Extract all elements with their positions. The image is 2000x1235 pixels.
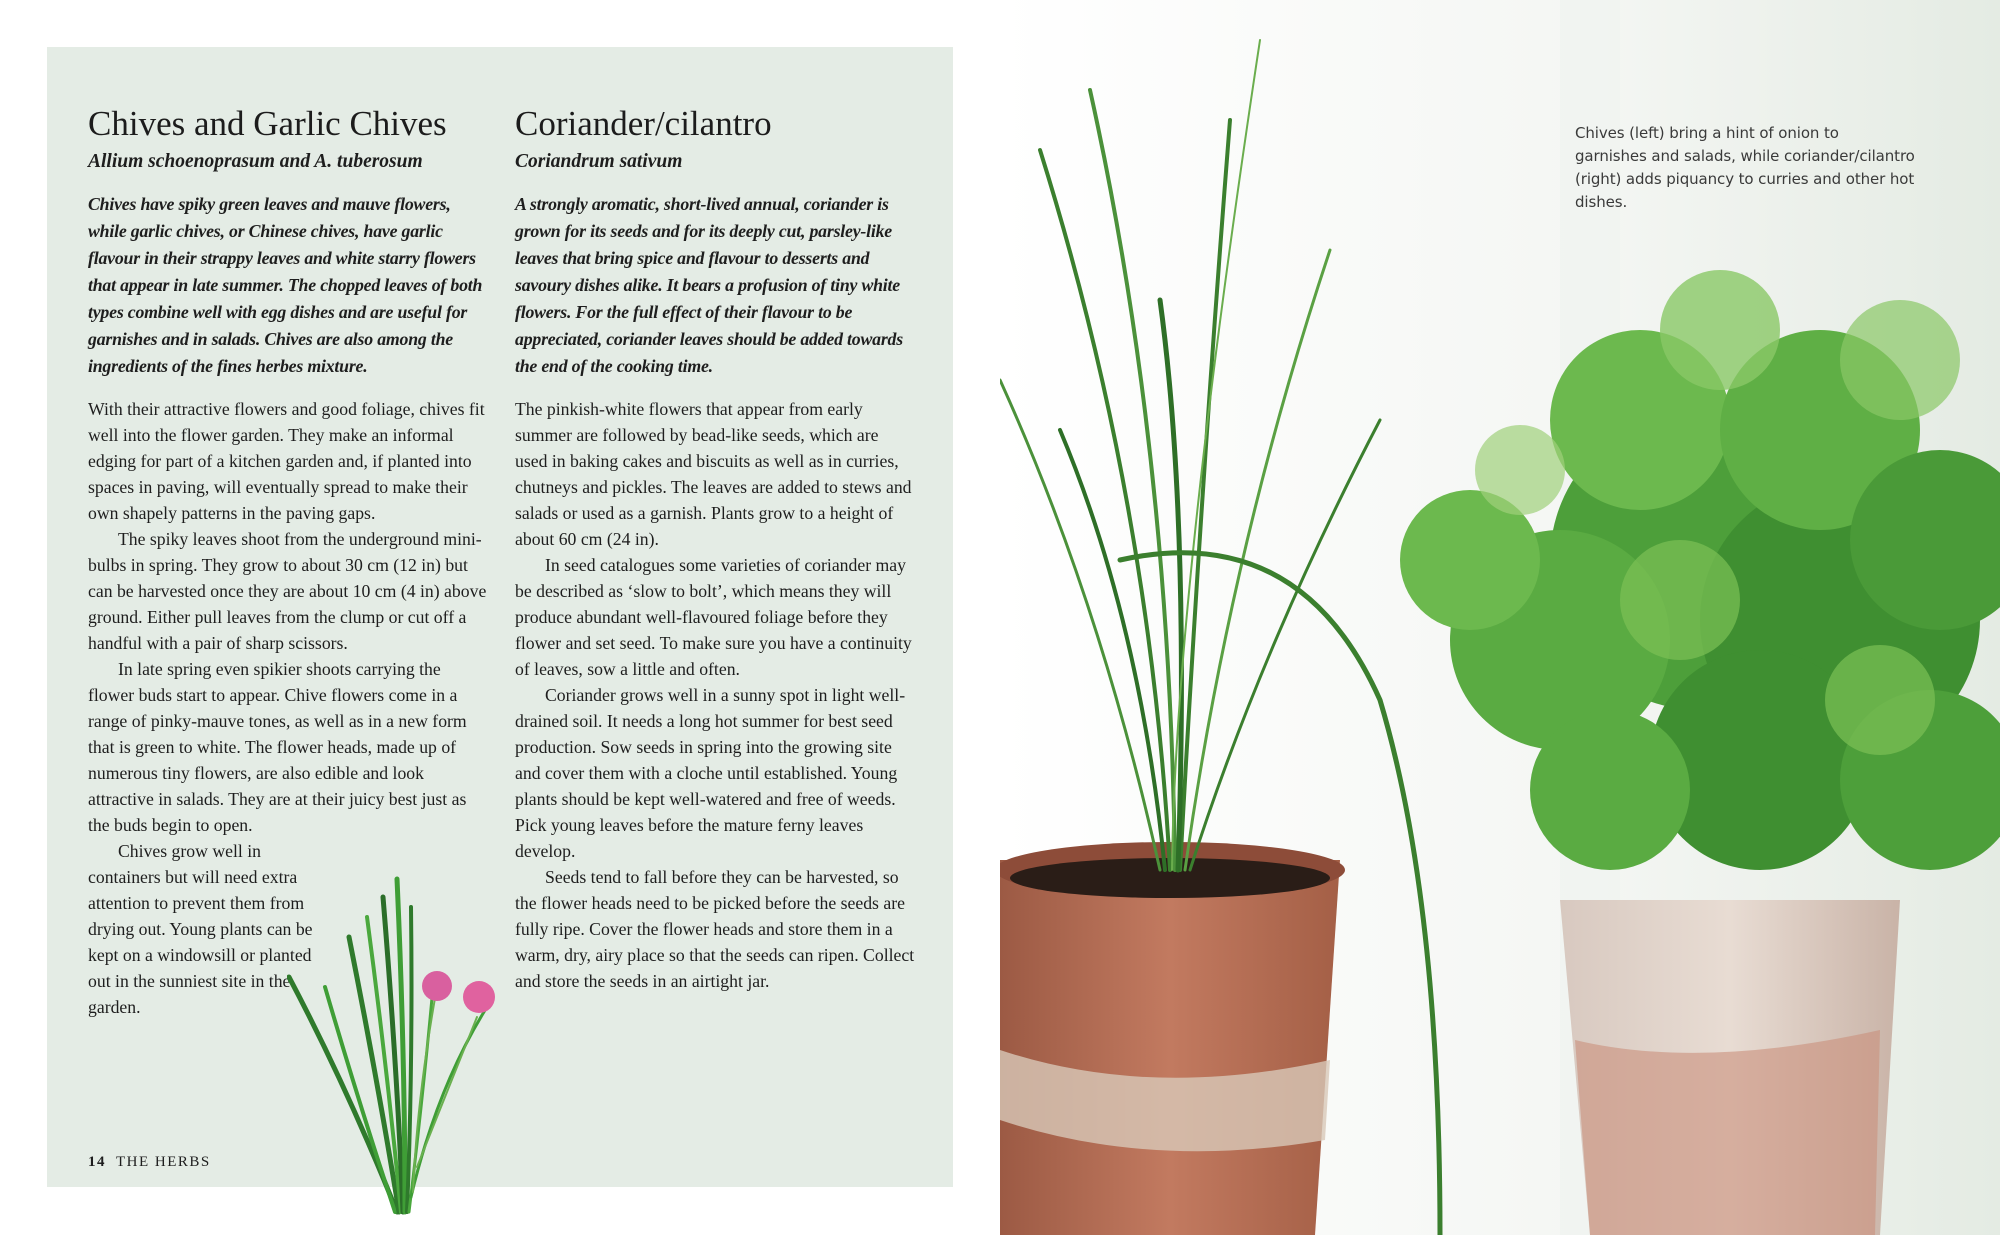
coriander-body: [515, 396, 915, 994]
coriander-paragraph: Coriander grows well in a sunny spot in light well-drained soil. It needs a long hot summer for best seed production. Sow seeds in spring into the growing site and cover them with a cloche until established. Young plants should be kept well-watered and free of weeds. Pick young leaves before the mature ferny leaves develop.: [515, 685, 906, 861]
section-name: THE HERBS: [116, 1154, 211, 1170]
text-panel: [47, 47, 953, 1187]
coriander-paragraph: Seeds tend to fall before they can be harvested, so the flower heads need to be picked before the seeds are fully ripe. Cover the flower heads and store them in a warm, dry, airy place so that the seeds can ripen. Collect and store the seeds in an airtight jar.: [515, 867, 915, 991]
coriander-column: [515, 102, 915, 994]
herb-photo: [1000, 0, 2000, 1235]
chives-latin-name: Allium schoenoprasum and A. tuberosum: [88, 151, 423, 172]
coriander-paragraph: In seed catalogues some varieties of coriander may be described as ‘slow to bolt’, which means they will produce abundant well-flavoured foliage before they flower and set seed. To make sure you have a continuity of leaves, sow a little and often.: [515, 555, 912, 679]
coriander-intro: A strongly aromatic, short-lived annual, coriander is grown for its seeds and for its deeply cut, parsley-like leaves that bring spice and flavour to desserts and savoury dishes alike. It bears a profusion of tiny white flowers. For the full effect of their flavour to be appreciated, coriander leaves should be added towards the end of the cooking time.: [515, 194, 903, 376]
chives-title: Chives and Garlic Chives: [88, 104, 447, 143]
chives-intro: Chives have spiky green leaves and mauve flowers, while garlic chives, or Chinese chives, have garlic flavour in their strappy leaves and white starry flowers that appear in late summer. The chopped leaves of both types combine well with egg dishes and are useful for garnishes and in salads. Chives are also among the ingredients of the fines herbes mixture.: [88, 194, 483, 376]
chives-paragraph: In late spring even spikier shoots carrying the flower buds start to appear. Chive flowers come in a range of pinky-mauve tones, as well as in a new form that is green to white. The flower heads, made up of numerous tiny flowers, are also edible and look attractive in salads. They are at their juicy best just as the buds begin to open.: [88, 659, 467, 835]
page-number: 14: [88, 1154, 106, 1170]
coriander-paragraph: The pinkish-white flowers that appear from early summer are followed by bead-like seeds, which are used in baking cakes and biscuits as well as in curries, chutneys and pickles. The leaves are added to stews and salads or used as a garnish. Plants grow to a height of about 60 cm (24 in).: [515, 399, 912, 549]
chives-illustration: [287, 867, 497, 1227]
photo-caption: Chives (left) bring a hint of onion to garnishes and salads, while coriander/cilantro (right) adds piquancy to curries and other hot dishes.: [1575, 124, 1915, 211]
coriander-title: Coriander/cilantro: [515, 104, 772, 143]
chives-paragraph: The spiky leaves shoot from the underground mini-bulbs in spring. They grow to about 30 cm (12 in) but can be harvested once they are about 10 cm (4 in) above ground. Either pull leaves from the clump or cut off a handful with a pair of sharp scissors.: [88, 529, 487, 653]
chives-paragraph: Chives grow well in containers but will need extra attention to prevent them from drying out. Young plants can be kept on a windowsill or planted out in the sunniest site in the garden.: [88, 841, 313, 1017]
coriander-latin-name: Coriandrum sativum: [515, 151, 683, 172]
chive-flower-icon: [463, 981, 495, 1013]
chive-flower-icon: [422, 971, 452, 1001]
chives-paragraph: With their attractive flowers and good foliage, chives fit well into the flower garden. They make an informal edging for part of a kitchen garden and, if planted into spaces in paving, will eventually spread to make their own shapely patterns in the paving gaps.: [88, 399, 485, 523]
page-footer: [88, 1154, 211, 1171]
